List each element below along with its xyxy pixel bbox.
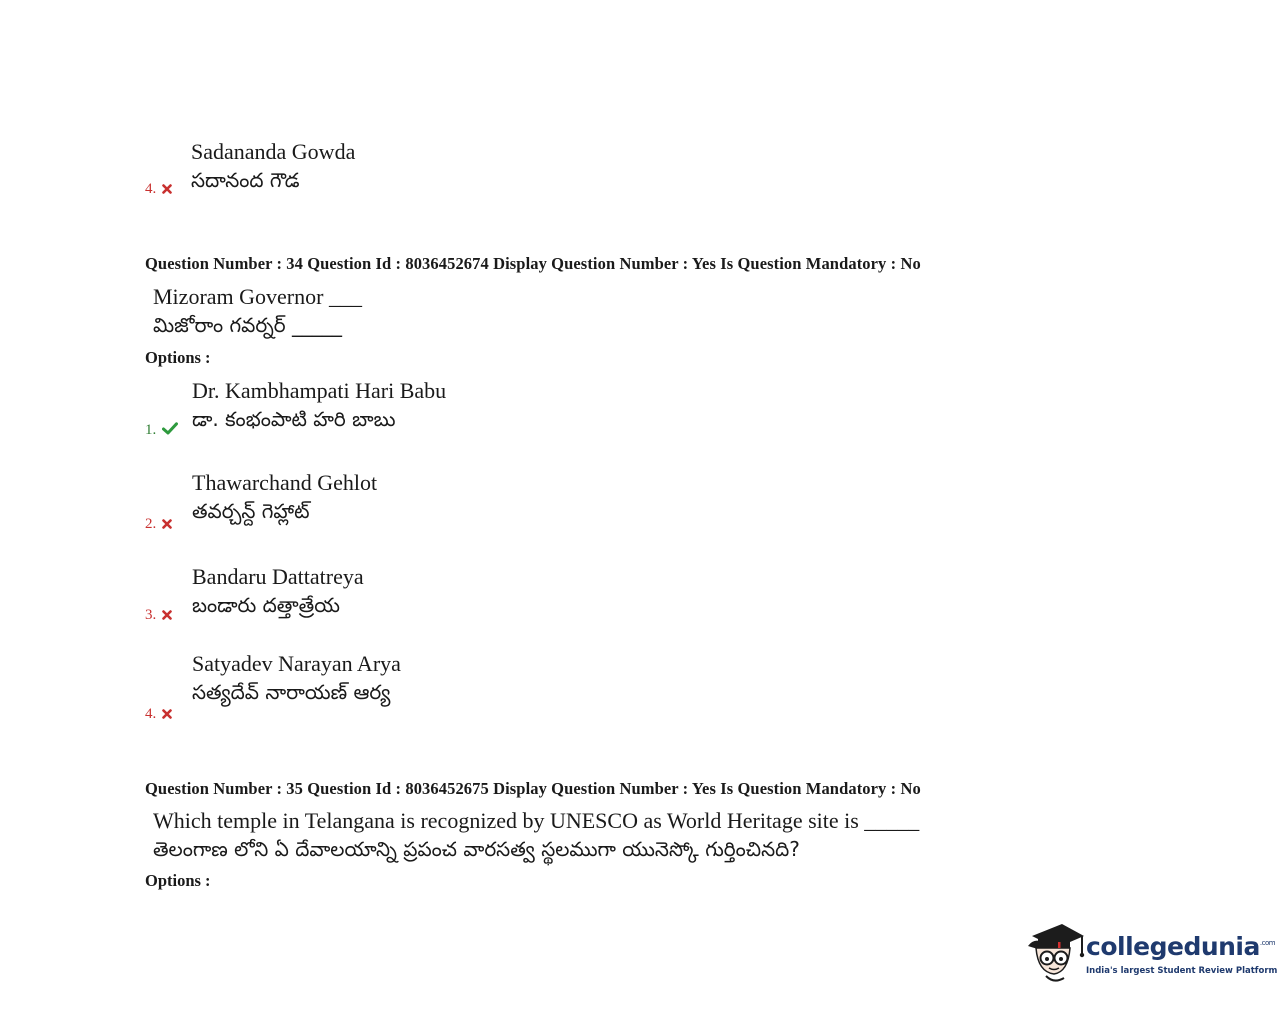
- cross-icon: [162, 707, 172, 724]
- option-4-text: [192, 649, 401, 707]
- option-english: Satyadev Narayan Arya: [192, 651, 401, 676]
- option-2-text: [192, 468, 377, 526]
- option-telugu: బండారు దత్తాత్రేయ: [192, 593, 340, 617]
- question-text-english: Mizoram Governor ___: [153, 284, 362, 309]
- option-telugu: తవర్చన్ద్ గెహ్లాట్: [192, 499, 310, 523]
- question-text-english: Which temple in Telangana is recognized by UNESCO as World Heritage site is _____: [153, 808, 920, 833]
- options-label: Options :: [145, 871, 211, 890]
- cross-icon: [162, 517, 172, 534]
- logo-name: collegedunia: [1086, 932, 1260, 961]
- option-english: Bandaru Dattatreya: [192, 564, 364, 589]
- options-label: Options :: [145, 348, 211, 367]
- question-35-text: [153, 807, 919, 863]
- option-number: 4.: [145, 706, 157, 722]
- option-4-number: [145, 706, 172, 724]
- option-number: 2.: [145, 516, 157, 532]
- prev-option-4-text: [191, 137, 355, 195]
- option-number: 1.: [145, 422, 157, 438]
- cross-icon: [162, 608, 172, 625]
- check-icon: [162, 422, 178, 440]
- option-number: 3.: [145, 607, 157, 623]
- option-3-text: [192, 562, 364, 620]
- option-telugu: డా. కంభంపాటి హరి బాబు: [192, 407, 396, 431]
- option-telugu: సదానంద గౌడ: [191, 168, 300, 192]
- logo-wordmark: [1086, 932, 1275, 961]
- option-2-number: [145, 516, 172, 534]
- option-1-number: [145, 422, 178, 440]
- cross-icon: [162, 182, 172, 199]
- option-number: 4.: [145, 181, 157, 197]
- question-text-telugu: తెలంగాణ లోని ఏ దేవాలయాన్ని ప్రపంచ వారసత్వ స్థలముగా యునెస్కో గుర్తించినది?: [153, 837, 800, 861]
- collegedunia-logo: [1024, 918, 1278, 990]
- option-english: Dr. Kambhampati Hari Babu: [192, 378, 447, 403]
- option-telugu: సత్యదేవ్ నారాయణ్ ఆర్య: [192, 680, 391, 704]
- option-english: Sadananda Gowda: [191, 139, 356, 164]
- mascot-icon: [1024, 918, 1086, 990]
- question-text-telugu: మిజోరాం గవర్నర్ _____: [153, 313, 342, 337]
- option-english: Thawarchand Gehlot: [192, 470, 378, 495]
- logo-suffix: .com: [1259, 939, 1276, 947]
- prev-option-4-number: [145, 181, 172, 199]
- option-1-text: [192, 376, 446, 434]
- question-34-header: Question Number : 34 Question Id : 8036452674 Display Question Number : Yes Is Question Mandatory : No: [145, 254, 921, 273]
- logo-tagline: India's largest Student Review Platform: [1086, 966, 1278, 976]
- question-34-text: [153, 283, 362, 339]
- option-3-number: [145, 607, 172, 625]
- question-35-header: Question Number : 35 Question Id : 8036452675 Display Question Number : Yes Is Question Mandatory : No: [145, 779, 921, 798]
